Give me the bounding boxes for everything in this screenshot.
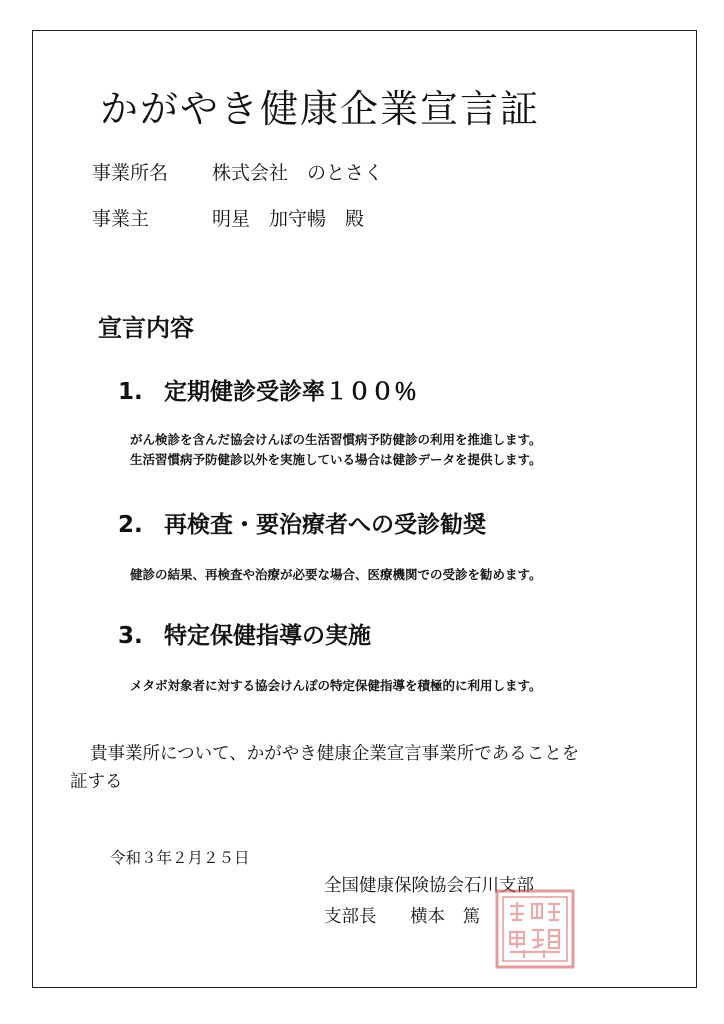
issue-date: 令和３年２月２５日	[110, 849, 250, 867]
owner-value: 明星 加守暢 殿	[212, 208, 365, 230]
item-3-line-1: メタボ対象者に対する協会けんぽの特定保健指導を積極的に利用します。	[130, 678, 542, 693]
item-2-line-1: 健診の結果、再検査や治療が必要な場合、医療機関での受診を勧めます。	[130, 567, 542, 582]
item-3-description	[130, 676, 542, 696]
item-3-number: 3.	[118, 623, 143, 649]
issuer-title: 支部長	[324, 907, 377, 927]
item-2-description	[130, 565, 542, 585]
issuer-name: 横本 篤	[410, 907, 480, 927]
item-1-title: 定期健診受診率１００％	[164, 379, 417, 405]
issuer-organization: 全国健康保険協会石川支部	[324, 876, 534, 896]
red-seal-stamp-icon	[494, 888, 576, 970]
item-1-line-1: がん検診を含んだ協会けんぽの生活習慣病予防健診の利用を推進します。	[130, 432, 542, 447]
certification-line-1: 貴事業所について、かがやき健康企業宣言事業所であることを	[90, 744, 580, 764]
item-2-number: 2.	[118, 512, 143, 538]
office-label: 事業所名	[92, 162, 169, 184]
item-2-heading	[118, 506, 486, 539]
owner-label: 事業主	[92, 208, 150, 230]
item-3-heading	[118, 617, 371, 650]
certification-text	[70, 740, 579, 796]
item-1-number: 1.	[118, 379, 143, 405]
office-value: 株式会社 のとさく	[212, 162, 384, 184]
item-2-title: 再検査・要治療者への受診勧奨	[164, 512, 486, 538]
issuer-signatory	[324, 903, 480, 928]
certification-line-2: 証する	[70, 772, 123, 792]
owner-row	[92, 204, 364, 231]
item-3-title: 特定保健指導の実施	[164, 623, 371, 649]
declaration-heading: 宣言内容	[98, 314, 194, 342]
item-1-description	[130, 430, 542, 470]
item-1-heading	[118, 373, 417, 406]
item-1-line-2: 生活習慣病予防健診以外を実施している場合は健診データを提供します。	[130, 452, 542, 467]
certificate-title: かがやき健康企業宣言証	[100, 87, 541, 131]
office-name-row	[92, 158, 383, 185]
